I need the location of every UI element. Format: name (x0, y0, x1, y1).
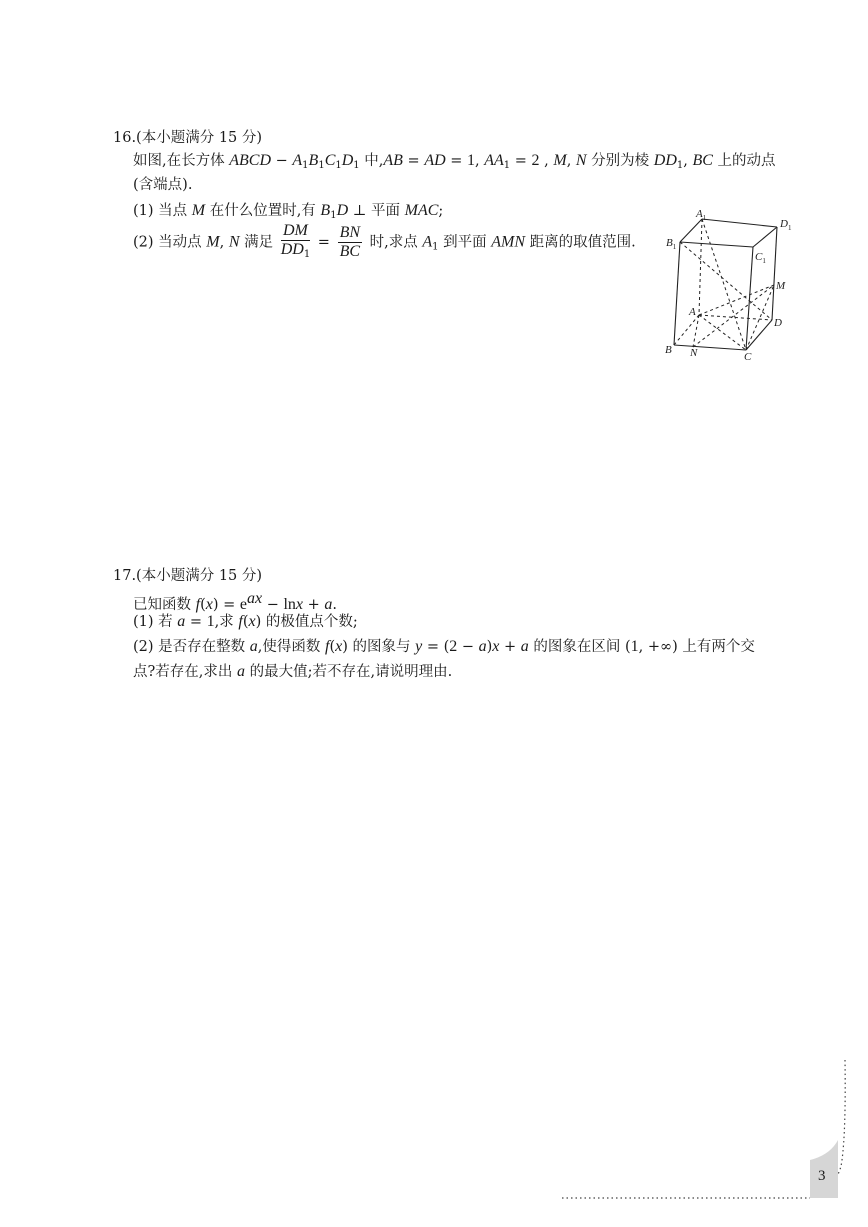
box-figure (660, 205, 795, 365)
label-C: C (744, 351, 752, 363)
q17-part2-line2: 点?若存在,求出 a 的最大值;若不存在,请说明理由. (133, 663, 453, 680)
page-corner-decoration (560, 1060, 868, 1227)
q17-part2: (2) 是否存在整数 a,使得函数 f(x) 的图象与 y = (2 − a)x + a 的图象在区间 (1, +∞) 上有两个交 (133, 638, 755, 655)
q17-line1: 已知函数 $f(x) = e^{ax} - \ln x + a$. (133, 590, 338, 613)
label-B: B (665, 344, 672, 356)
q17-part1: (1) 若 a = 1,求 f(x) 的极值点个数; (133, 613, 358, 630)
label-D1: $D_1$ (780, 218, 792, 232)
q17-header: 17.(本小题满分 15 分) (113, 568, 263, 584)
q16-header: 16.(本小题满分 15 分) (113, 130, 263, 146)
label-D: D (774, 317, 782, 329)
label-A: A (689, 306, 696, 318)
label-A1: $A_1$ (696, 208, 707, 222)
label-B1: $B_1$ (666, 237, 677, 251)
label-N: N (690, 347, 698, 359)
label-C1: $C_1$ (755, 251, 766, 265)
q16-line1: 如图,在长方体 ABCD − $A_1B_1C_1D_1$ 中,AB = AD = 1, $AA_1 = 2$ , M, N 分别为棱 $DD_1$, BC 上的动点 (133, 152, 776, 171)
label-M: M (776, 280, 786, 292)
q16-part1: (1) 当点 M 在什么位置时,有 $B_1D$ ⊥ 平面 MAC; (133, 202, 444, 221)
page-number: 3 (818, 1168, 826, 1184)
q16-line2: (含端点). (133, 177, 193, 193)
q16-part2: (2) 当动点 M, N 满足 $\frac{DM}{DD_1}$ = $\frac{BN}{BC}$ 时,求点 $A_1$ 到平面 AMN 距离的取值范围. (133, 222, 636, 260)
